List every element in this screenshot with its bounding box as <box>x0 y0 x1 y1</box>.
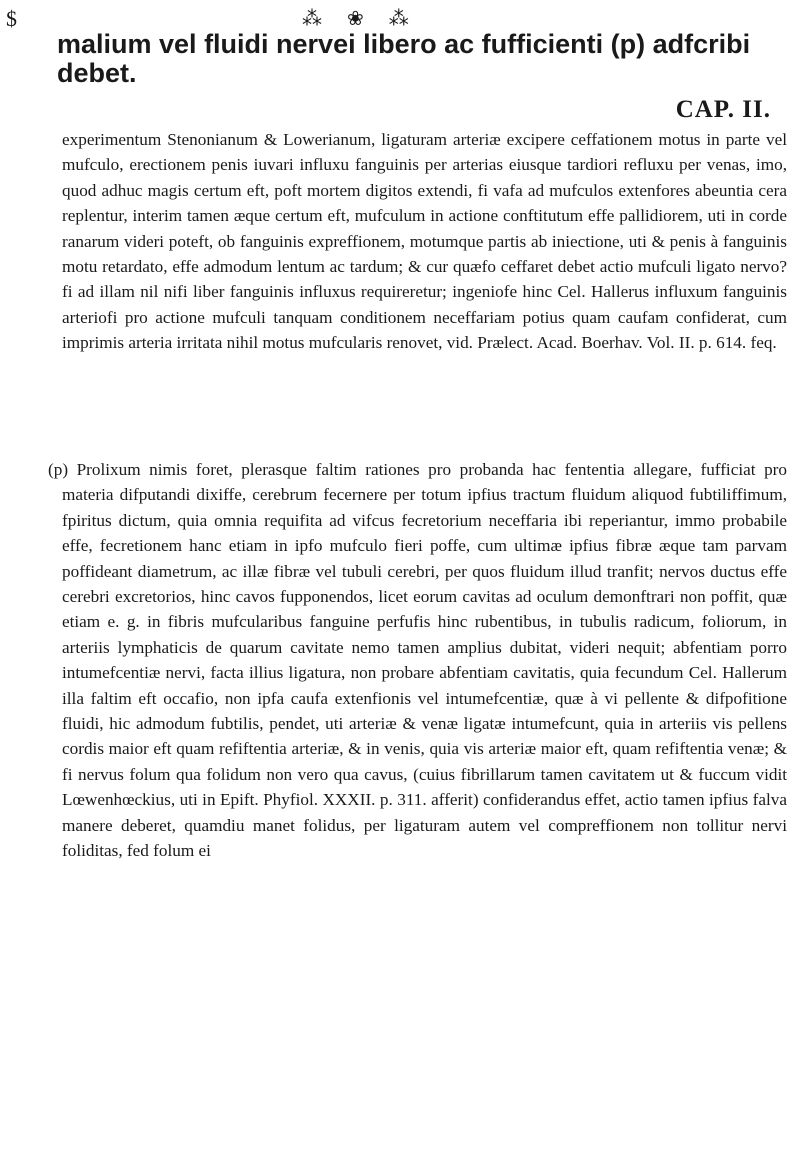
chapter-title: CAP. II. <box>675 96 771 123</box>
body-paragraph: experimentum Stenonianum & Lowerianum, ligaturam arteriæ excipere ceffationem motus in parte vel mufculo, erectionem penis iuvari influxu fanguinis per arterias eiusque tardiori refluxu per venas, imo, quod adhuc magis certum eft, poft mortem digitos extendi, fi vafa ad mufculos extenfores abeuntia cera replentur, interim tamen æque certum eft, mufculum in actione conftitutum effe pallidiorem, uti in corde ranarum videri poteft, ob fanguinis expreffionem, motumque partis ab iniectione, uti & penis à fanguinis motu retardato, effe admodum lentum ac tardum; & cur quæfo ceffaret debet actio mufculi ligato nervo? fi ad illam nil nifi liber fanguinis influxus requireretur; ingeniofe hinc Cel. Hallerus influxum fanguinis arteriofi pro actione mufculi tanquam conditionem neceffariam potius quam caufam confiderat, cum imprimis arteria irritata nihil motus mufcularis renovet, vid. Prælect. Acad. Boerhav. Vol. II. p. 614. feq. <box>62 130 787 353</box>
ornament-fleuron: ⁂ ❀ ⁂ <box>302 8 419 30</box>
ornament-mark: $ <box>6 6 17 31</box>
footnote-paragraph: (p) Prolixum nimis foret, plerasque faltim rationes pro probanda hac fententia allegare, fufficiat pro materia difputandi dixiffe, cerebrum fecernere per totum ipfius tractum fluidum aliquod fubtiliffimum, fpiritus dictum, quia omnia requifita ad vifcus fecretorium neceffaria ibi reperiantur, immo probabile effe, fecretionem hanc etiam in ipfo mufculo fieri poffe, cum ultimæ ipfius fibræ æque tam parvam poffideant diametrum, ac illæ fibræ vel tubuli cerebri, per quos fluidum illud tranfit; nervos ductus effe cerebri excretorios, hinc cavos fupponendos, licet eorum cavitas ad oculum demonftrari non poffit, quæ etiam e. g. in fibris mufcularibus fanguine perfufis hinc rubentibus, in tubulis radicum, foliorum, in arteriis lymphaticis de quarum cavitate nemo tamen amplius dubitat, videri nequit; abfentiam porro intumefcentiæ nervi, facta illius ligatura, non probare abfentiam cavitatis, quia fecundum Cel. Hallerum illa faltim eft occafio, non ipfa caufa extenfionis vel intumefcentiæ, quæ à vi pellente & difpofitione fluidi, hic admodum fubtilis, pendet, uti arteriæ & venæ ligatæ intumefcunt, quia in arteriis vis pellens cordis maior eft quam refiftentia arteriæ, & in venis, quia vis arteriæ maior eft, quam refiftentia venæ; & fi nervus folum qua folidum non vero qua cavus, (cuius fibrillarum tamen cavitatem ut & fuccum vidit Lœwenhœckius, uti in Epift. Phyfiol. XXXII. p. 311. afferit) confiderandus effet, actio tamen ipfius falva manere deberet, quamdiu manet folidus, per ligaturam autem vel compreffionem non tollitur nervi foliditas, fed folum ei <box>48 460 787 861</box>
page-heading: malium vel fluidi nervei libero ac fufficienti (p) adfcribi debet. <box>57 29 751 88</box>
